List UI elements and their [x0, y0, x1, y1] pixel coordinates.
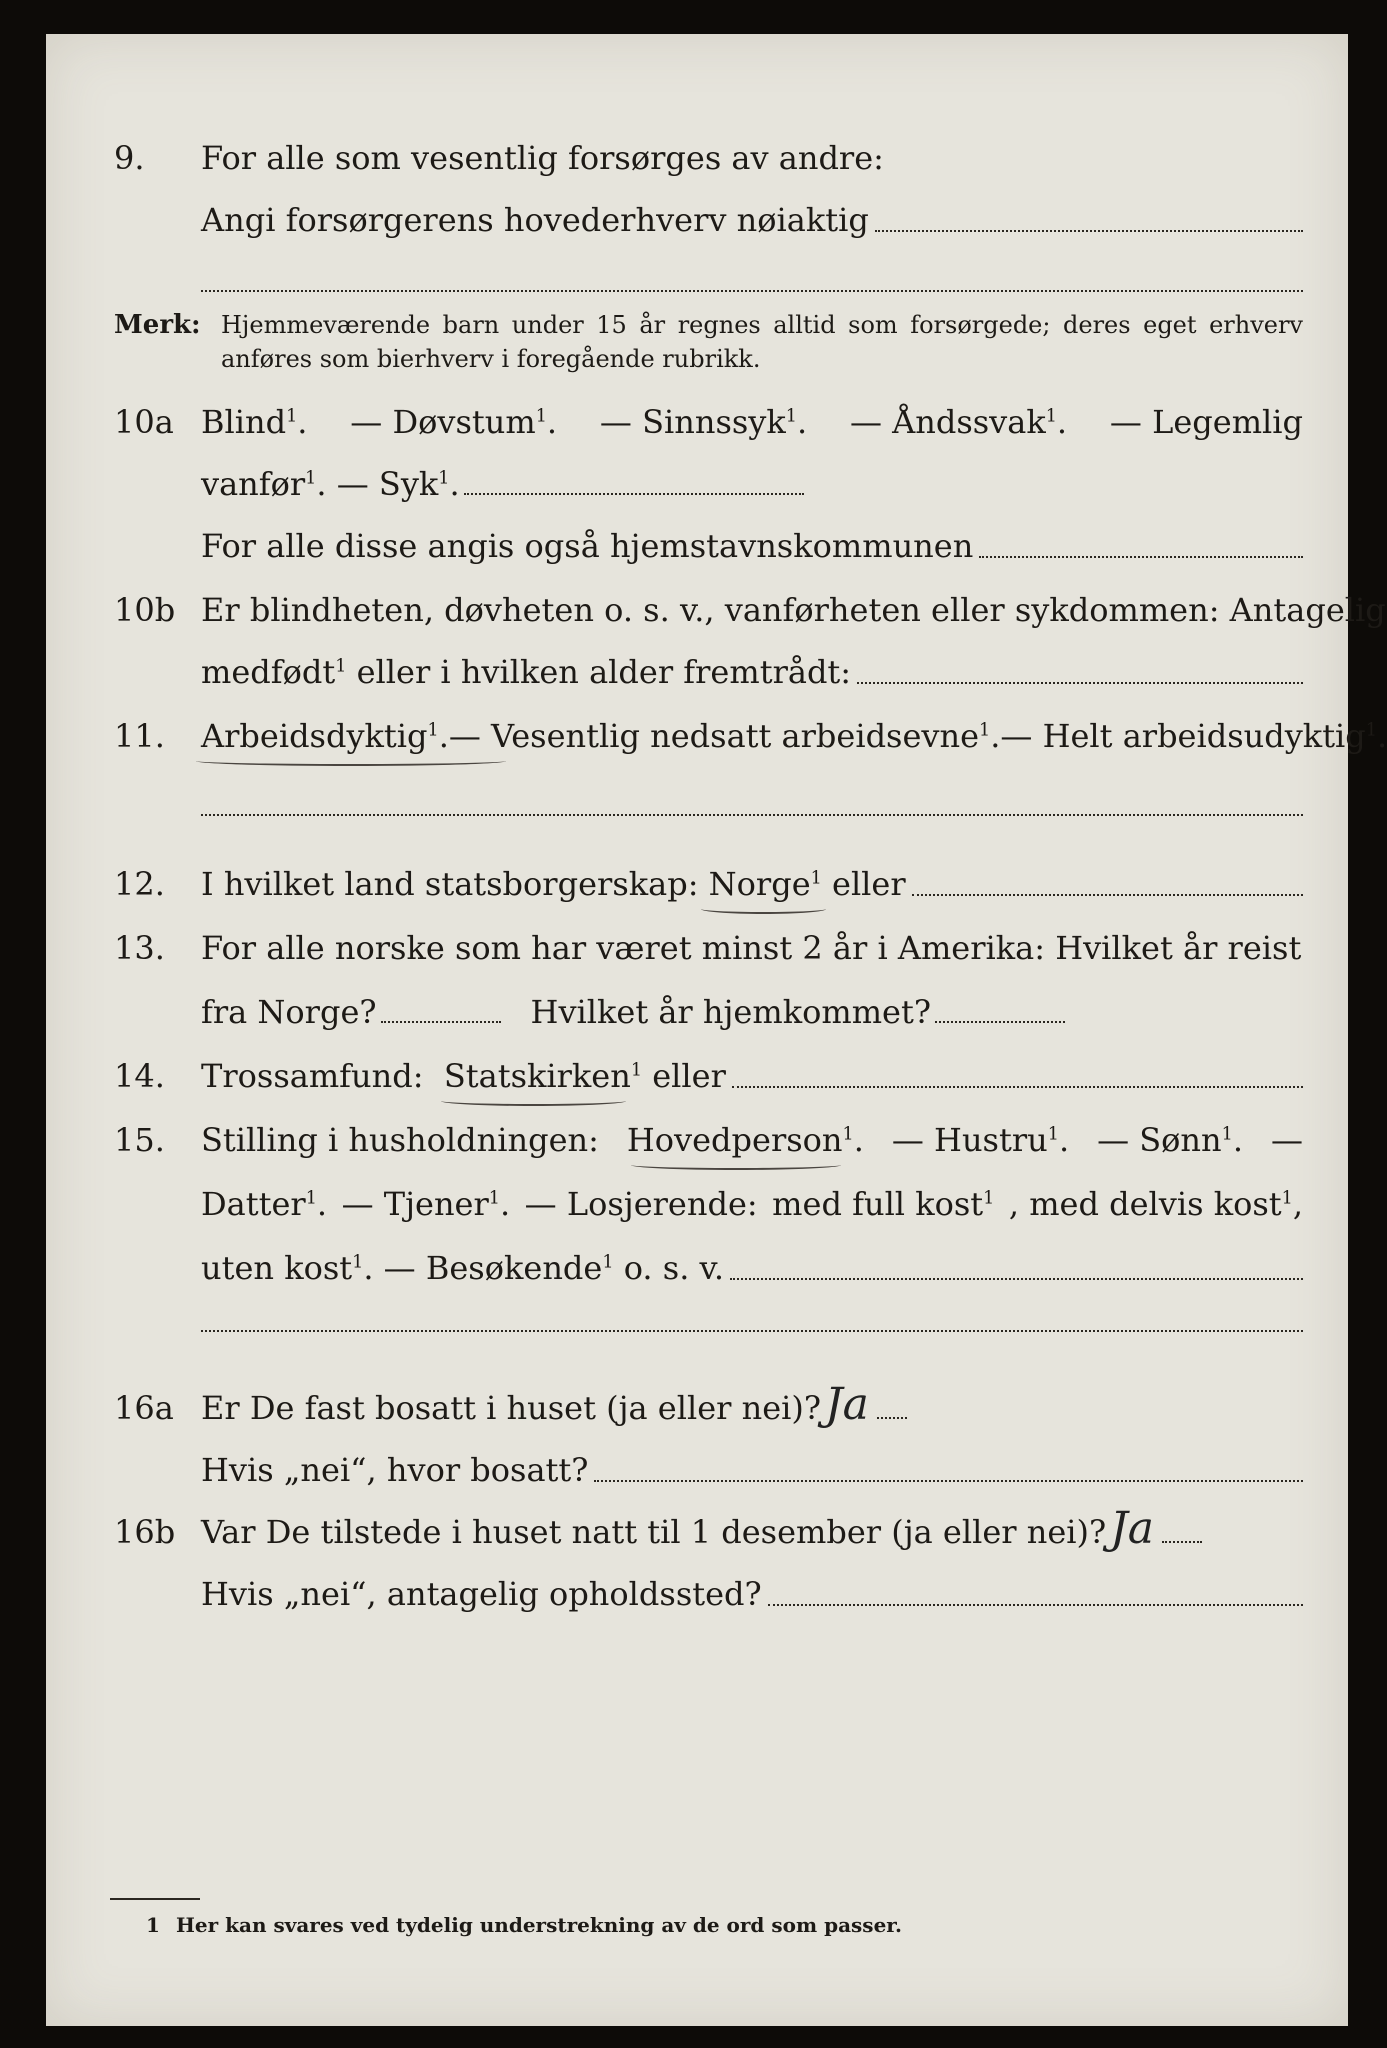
option-medfodt: medfødt$^1$: [201, 653, 347, 691]
footnote-mark: 1: [146, 1913, 160, 1937]
q15-number: 15.: [114, 1121, 165, 1159]
option-datter[interactable]: Datter$^1$.: [201, 1185, 328, 1223]
q13-number: 13.: [114, 929, 165, 967]
option-blind: Blind$^1$.: [201, 403, 308, 441]
option-losjerende: — Losjerende:: [524, 1185, 758, 1223]
q9-number: 9.: [114, 139, 145, 177]
q12-prompt: I hvilket land statsborgerskap:: [201, 865, 699, 903]
q10b-alder-prompt: eller i hvilken alder fremtrådt:: [356, 653, 852, 691]
q13-hjemkommet-prompt: Hvilket år hjemkommet?: [530, 993, 931, 1031]
option-sonn[interactable]: — Sønn$^1$.: [1097, 1121, 1244, 1159]
option-delvis-kost[interactable]: , med delvis kost$^1$,: [1008, 1185, 1303, 1223]
option-dovstum: — Døvstum$^1$.: [350, 403, 558, 441]
option-hustru[interactable]: — Hustru$^1$.: [891, 1121, 1070, 1159]
merk-label: Merk:: [114, 310, 201, 340]
option-legemlig: — Legemlig: [1109, 403, 1303, 441]
q15-blank-line[interactable]: [201, 1330, 1303, 1332]
option-nedsatt-arbeidsevne[interactable]: — Vesentlig nedsatt arbeidsevne$^1$.: [448, 717, 1001, 755]
q16b-answer-field[interactable]: [1162, 1541, 1202, 1543]
q16b-question: Var De tilstede i huset natt til 1 desember (ja eller nei)?: [201, 1513, 1107, 1551]
q16a-number: 16a: [114, 1389, 174, 1427]
census-form-page: 9. For alle som vesentlig forsørges av andre: Angi forsørgerens hovederhverv nøiaktig Merk: Hjemmeværende barn under 15 år regnes alltid som forsørgede; deres eget erhverv anføres som bierhverv i foregående rubrikk. 10a Blind$^1$. — Døvstum$^1$. — Sinnssyk$^1$. — Åndssvak$^1$. — Legemlig vanfør$^1$. — Syk$^1$. For alle disse angis også hjemstavnskommunen 10b Er blindheten, døvheten o. s. v., vanførheten eller sykdommen: Antagelig medfødt$^1$ eller i hvilken alder fremtrådt: 11. Arbeidsdyktig$^1$. — Vesentlig nedsatt arbeidsevne$^1$. — Helt arbeidsudyktig$^1$. 12. I hvilket land statsborgerskap: Norge$^1$ eller 13. For alle norske som har været minst 2 år i Amerika: Hvilket år reist fra Norge? Hvilket år hjemkommet? 14. Trossamfund: Statskirken$^1$ eller 15. Stilling i husholdningen: Hovedperson$^1$. — Hustru$^1$. — Sønn$^1$. — Datter$^1$. — Tjener$^1$. — Losjerende: med full kost$^1$ , med delvis kost$^1$, uten kost$^1$. — Besøkende$^1$ o. s. v. 16a Er De fast bosatt i huset (ja eller nei)? Ja Hvis „nei“, hvor bosatt? 16b Var De tilstede i huset natt til 1 desember (ja eller nei)? Ja Hvis „nei“, antagelig opholdssted? 1 Her kan svares ved tydelig understrekning av de ord som passer.: [46, 34, 1348, 2026]
q9-answer-line-2[interactable]: [201, 290, 1303, 292]
hjemkommet-year-field[interactable]: [935, 1021, 1065, 1023]
q10a-number: 10a: [114, 403, 174, 441]
option-sinnssyk: — Sinnssyk$^1$.: [599, 403, 808, 441]
q15-prompt: Stilling i husholdningen:: [201, 1121, 599, 1159]
q16b-number: 16b: [114, 1513, 176, 1551]
q16b-opholdssted-field[interactable]: [768, 1603, 1303, 1606]
option-vanfor: vanfør$^1$.: [201, 465, 327, 503]
option-tjener[interactable]: — Tjener$^1$.: [341, 1185, 511, 1223]
q15-other-field[interactable]: [730, 1277, 1303, 1280]
q14-eller: eller: [652, 1057, 726, 1095]
q9-prompt: Angi forsørgerens hovederhverv nøiaktig: [201, 201, 869, 239]
q12-number: 12.: [114, 865, 165, 903]
underline-statskirken: [441, 1096, 626, 1106]
q11-blank-line[interactable]: [201, 814, 1303, 816]
q10b-alder-field[interactable]: [857, 681, 1303, 684]
option-norge[interactable]: Norge$^1$: [708, 865, 822, 903]
footnote-rule: [110, 1898, 200, 1900]
q9-answer-field[interactable]: [875, 229, 1303, 232]
underline-arbeidsdyktig: [196, 756, 506, 766]
option-besokende[interactable]: — Besøkende$^1$: [383, 1249, 614, 1287]
merk-text: Hjemmeværende barn under 15 år regnes alltid som forsørgede; deres eget erhverv anføres som bierhverv i foregående rubrikk.: [221, 311, 1303, 373]
q16a-handwritten-answer: Ja: [825, 1379, 869, 1430]
option-full-kost[interactable]: med full kost$^1$: [772, 1185, 995, 1223]
hjemstavnskommune-field[interactable]: [979, 555, 1303, 558]
q16a-hvor-field[interactable]: [594, 1479, 1303, 1482]
q12-other-country-field[interactable]: [912, 893, 1303, 896]
q16b-opholdssted-prompt: Hvis „nei“, antagelig opholdssted?: [201, 1575, 762, 1613]
q10b-number: 10b: [114, 591, 176, 629]
q16a-hvor-prompt: Hvis „nei“, hvor bosatt?: [201, 1451, 589, 1489]
reist-year-field[interactable]: [381, 1021, 501, 1023]
q10a-hjemstavn-prompt: For alle disse angis også hjemstavnskommunen: [201, 527, 974, 565]
option-uten-kost[interactable]: uten kost$^1$.: [201, 1249, 374, 1287]
footnote-text: Her kan svares ved tydelig understrekning av de ord som passer.: [176, 1913, 902, 1937]
q9-title: For alle som vesentlig forsørges av andre:: [201, 139, 884, 177]
q14-other-field[interactable]: [732, 1085, 1303, 1088]
q13-question: For alle norske som har været minst 2 år i Amerika: Hvilket år reist: [201, 929, 1302, 967]
q10b-question: Er blindheten, døvheten o. s. v., vanførheten eller sykdommen: Antagelig: [201, 591, 1386, 629]
q13-reist-prompt: fra Norge?: [201, 993, 377, 1031]
q11-number: 11.: [114, 717, 165, 755]
q16a-answer-field[interactable]: [877, 1417, 907, 1419]
option-syk: — Syk$^1$.: [336, 465, 460, 503]
q10a-syk-field[interactable]: [464, 493, 804, 495]
option-arbeidsdyktig[interactable]: Arbeidsdyktig$^1$.: [201, 717, 449, 755]
option-andssvak: — Åndssvak$^1$.: [849, 403, 1068, 441]
option-arbeidsudyktig[interactable]: — Helt arbeidsudyktig$^1$.: [1000, 717, 1387, 755]
option-statskirken[interactable]: Statskirken$^1$: [443, 1057, 643, 1095]
q16a-question: Er De fast bosatt i huset (ja eller nei)?: [201, 1389, 822, 1427]
q14-number: 14.: [114, 1057, 165, 1095]
underline-hovedperson: [631, 1160, 841, 1170]
q16b-handwritten-answer: Ja: [1110, 1503, 1155, 1554]
underline-norge: [701, 904, 826, 914]
q14-prompt: Trossamfund:: [201, 1057, 424, 1095]
option-hovedperson[interactable]: Hovedperson$^1$.: [626, 1121, 864, 1159]
q12-eller: eller: [832, 865, 906, 903]
